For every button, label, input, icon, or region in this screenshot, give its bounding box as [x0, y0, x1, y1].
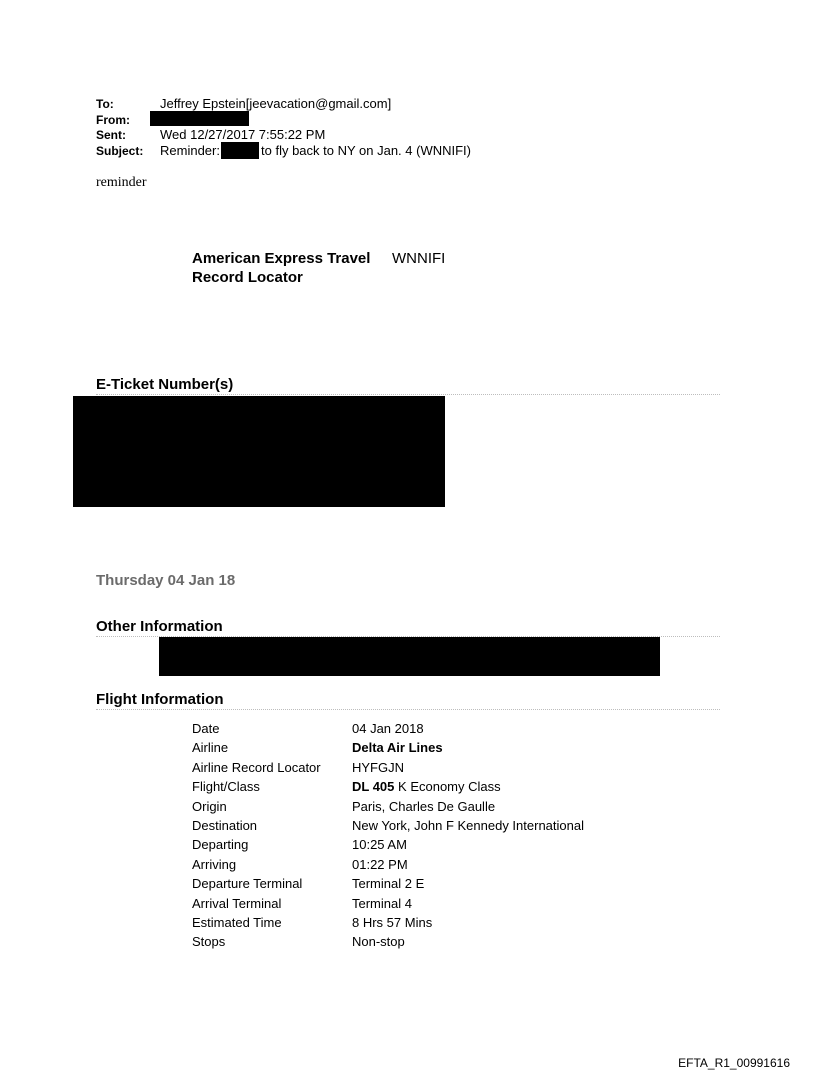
flight-row-departing: [192, 835, 584, 854]
origin-value: Paris, Charles De Gaulle: [352, 798, 496, 814]
redaction-block-subject: [221, 142, 259, 159]
flight-row-flight-class: [192, 777, 584, 796]
sent-label: Sent:: [96, 128, 126, 142]
departure-terminal-label: Departure Terminal: [192, 876, 303, 892]
flight-info-table: [192, 719, 584, 952]
to-label: To:: [96, 97, 114, 111]
sent-value: Wed 12/27/2017 7:55:22 PM: [160, 127, 326, 142]
estimated-time-value: 8 Hrs 57 Mins: [352, 914, 433, 930]
arrival-terminal-label: Arrival Terminal: [192, 895, 282, 911]
redaction-block-eticket: [73, 396, 445, 507]
amex-record-locator: WNNIFI: [392, 250, 446, 267]
to-value: Jeffrey Epstein[jeevacation@gmail.com]: [160, 96, 392, 111]
flight-row-arriving: [192, 855, 584, 874]
flight-row-origin: [192, 797, 584, 816]
subject-prefix: Reminder:: [160, 143, 220, 158]
arrival-terminal-value: Terminal 4: [352, 895, 412, 911]
departing-value: 10:25 AM: [352, 837, 407, 853]
redaction-block-other-info: [159, 637, 660, 676]
amex-title-line2: Record Locator: [192, 269, 303, 286]
flight-number: DL 405: [352, 779, 395, 795]
flight-row-stops: [192, 932, 584, 951]
record-locator-label: Airline Record Locator: [192, 759, 321, 775]
record-locator-value: HYFGJN: [352, 759, 404, 775]
departing-label: Departing: [192, 837, 249, 853]
stops-value: Non-stop: [352, 934, 405, 950]
date-label: Date: [192, 721, 220, 736]
airline-value: Delta Air Lines: [352, 740, 443, 756]
flight-row-estimated-time: [192, 913, 584, 932]
estimated-time-label: Estimated Time: [192, 914, 282, 930]
subject-label: Subject:: [96, 144, 144, 158]
date-value: 04 Jan 2018: [352, 721, 424, 736]
redaction-block-from: [150, 111, 249, 126]
flight-row-airline: [192, 738, 584, 757]
flight-row-date: [192, 719, 584, 738]
destination-label: Destination: [192, 817, 258, 833]
flight-class-value: [352, 777, 501, 796]
flight-class-label: Flight/Class: [192, 779, 260, 795]
airline-label: Airline: [192, 740, 229, 756]
origin-label: Origin: [192, 798, 227, 814]
destination-value: New York, John F Kennedy International: [352, 817, 584, 833]
subject-suffix: to fly back to NY on Jan. 4 (WNNIFI): [261, 143, 471, 158]
flight-class: K Economy Class: [398, 779, 501, 795]
from-label: From:: [96, 113, 130, 127]
stops-label: Stops: [192, 934, 226, 950]
arriving-label: Arriving: [192, 856, 237, 872]
other-info-heading: Other Information: [96, 618, 720, 637]
flight-row-record-locator: [192, 758, 584, 777]
arriving-value: 01:22 PM: [352, 856, 408, 872]
flight-info-heading: Flight Information: [96, 691, 720, 710]
amex-title: [192, 249, 370, 287]
document-id: EFTA_R1_00991616: [678, 1056, 790, 1070]
departure-terminal-value: Terminal 2 E: [352, 876, 425, 892]
amex-title-line1: American Express Travel: [192, 250, 371, 267]
eticket-heading: E-Ticket Number(s): [96, 376, 720, 395]
flight-row-departure-terminal: [192, 874, 584, 893]
flight-row-destination: [192, 816, 584, 835]
flight-row-arrival-terminal: [192, 894, 584, 913]
day-heading: Thursday 04 Jan 18: [96, 572, 236, 589]
body-text: reminder: [96, 175, 147, 190]
